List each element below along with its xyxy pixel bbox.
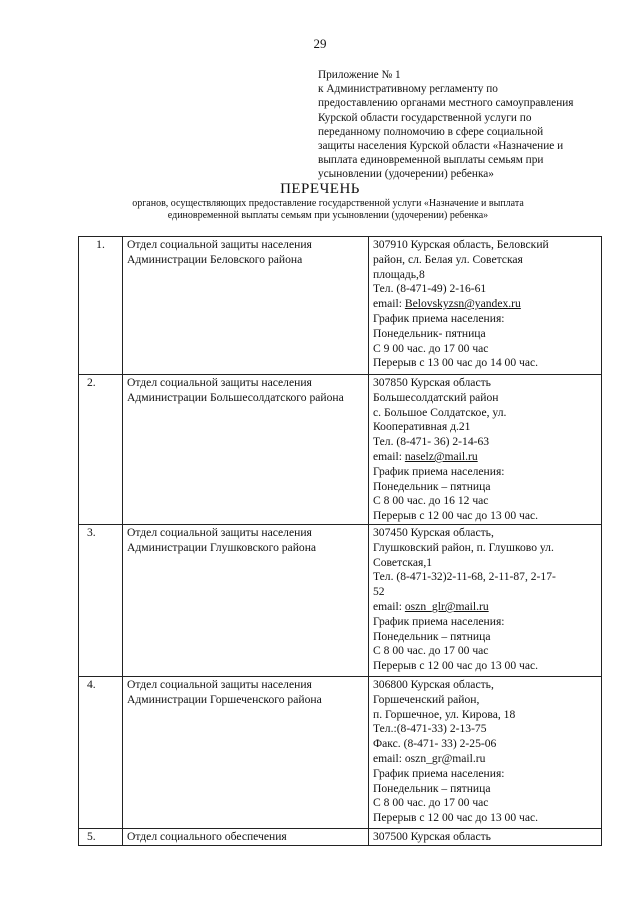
address-line: 307910 Курская область, Беловский [373, 238, 549, 251]
organization-name: Отдел социальной защиты населения Администрации Глушковского района [123, 524, 369, 676]
email-link[interactable]: Belovskyzsn@yandex.ru [404, 297, 521, 311]
phone-line: 52 [373, 585, 385, 599]
appendix-line: защиты населения Курской области «Назначение и [318, 140, 564, 153]
address-line: 307850 Курская область [373, 376, 491, 389]
organization-name: Отдел социальной защиты населения Администрации Горшеченского района [123, 676, 369, 828]
schedule-line: Перерыв с 12 00 час до 13 00 час. [373, 659, 539, 673]
address-line: Глушковский район, п. Глушково ул. [373, 540, 554, 554]
address-line: Горшеченский район, [373, 692, 480, 706]
email-link[interactable]: naselz@mail.ru [404, 449, 478, 463]
row-number: 1. [79, 237, 123, 375]
table-row [79, 237, 602, 375]
email-label: email: [373, 599, 405, 613]
subtitle-line: органов, осуществляющих предоставление государственной услуги «Назначение и выплата [132, 198, 524, 209]
address-line: район, сл. Белая ул. Советская [373, 252, 523, 266]
email-line [373, 600, 597, 615]
organization-name: Отдел социальной защиты населения Администрации Беловского района [123, 237, 369, 375]
address-line: Кооперативная д.21 [373, 420, 471, 434]
appendix-header [318, 68, 618, 182]
schedule-line: Понедельник – пятница [373, 479, 491, 493]
appendix-line: предоставлению органами местного самоуправления [318, 97, 574, 110]
email-label: email: [373, 751, 405, 765]
schedule-line: Понедельник – пятница [373, 629, 491, 643]
email-label: email: [373, 297, 405, 311]
schedule-line: Понедельник- пятница [373, 326, 486, 340]
subtitle-line: единовременной выплаты семьям при усыновлении (удочерении) ребенка» [167, 210, 489, 221]
email-label: email: [373, 449, 405, 463]
address-line: п. Горшечное, ул. Кирова, 18 [373, 707, 516, 721]
phone-line: Тел. (8-471- 36) 2-14-63 [373, 435, 490, 449]
address-line: 307450 Курская область, [373, 525, 494, 539]
page-number: 29 [313, 36, 327, 51]
schedule-line: С 8 00 час. до 17 00 час [373, 644, 489, 658]
phone-line: Тел. (8-471-49) 2-16-61 [373, 282, 487, 296]
address-line: с. Большое Солдатское, ул. [373, 405, 507, 419]
appendix-line: Приложение № 1 [318, 69, 401, 81]
organization-contacts [369, 676, 602, 828]
row-number: 2. [79, 375, 123, 525]
appendix-line: Курской области государственной услуги по [318, 111, 532, 124]
table-row [79, 676, 602, 828]
document-title: ПЕРЕЧЕНЬ [280, 181, 360, 197]
table-row [79, 375, 602, 525]
schedule-line: С 8 00 час. до 16 12 час [373, 494, 489, 508]
document-subtitle [108, 198, 548, 222]
organization-contacts [369, 524, 602, 676]
schedule-line: С 9 00 час. до 17 00 час [373, 341, 489, 355]
schedule-line: С 8 00 час. до 17 00 час [373, 796, 489, 810]
appendix-line: переданному полномочию в сфере социальной [318, 125, 544, 138]
appendix-line: выплата единовременной выплаты семьям при [318, 154, 544, 167]
row-number: 4. [79, 676, 123, 828]
email-line [373, 450, 597, 465]
email-link[interactable]: oszn_glr@mail.ru [404, 599, 489, 613]
address-line: Большесолдатский район [373, 390, 499, 404]
phone-line: Тел.:(8-471-33) 2-13-75 [373, 722, 487, 736]
row-number: 3. [79, 524, 123, 676]
appendix-line: к Административному регламенту по [318, 83, 498, 96]
email-line [373, 752, 597, 767]
organization-contacts [369, 375, 602, 525]
table-row [79, 828, 602, 845]
schedule-line: Перерыв с 12 00 час до 13 00 час. [373, 509, 539, 523]
schedule-line: График приема населения: [373, 766, 505, 780]
table-row [79, 524, 602, 676]
address-line: 306800 Курская область, [373, 677, 494, 691]
email-line [373, 297, 597, 312]
appendix-line: усыновлении (удочерении) ребенка» [318, 168, 494, 181]
schedule-line: График приема населения: [373, 464, 505, 478]
address-line: площадь,8 [373, 267, 425, 281]
schedule-line: Перерыв с 13 00 час до 14 00 час. [373, 356, 539, 370]
organizations-table [78, 236, 602, 846]
organization-name: Отдел социальной защиты населения Администрации Большесолдатского района [123, 375, 369, 525]
schedule-line: Перерыв с 12 00 час до 13 00 час. [373, 811, 539, 825]
organization-name: Отдел социального обеспечения [123, 828, 369, 845]
email-text: oszn_gr@mail.ru [404, 751, 486, 765]
organization-contacts [369, 237, 602, 375]
schedule-line: Понедельник – пятница [373, 781, 491, 795]
row-number: 5. [79, 828, 123, 845]
address-line: 307500 Курская область [369, 828, 602, 845]
phone-line: Тел. (8-471-32)2-11-68, 2-11-87, 2-17- [373, 570, 556, 584]
fax-line: Факс. (8-471- 33) 2-25-06 [373, 737, 497, 751]
address-line: Советская,1 [373, 555, 433, 569]
schedule-line: График приема населения: [373, 614, 505, 628]
schedule-line: График приема населения: [373, 311, 505, 325]
